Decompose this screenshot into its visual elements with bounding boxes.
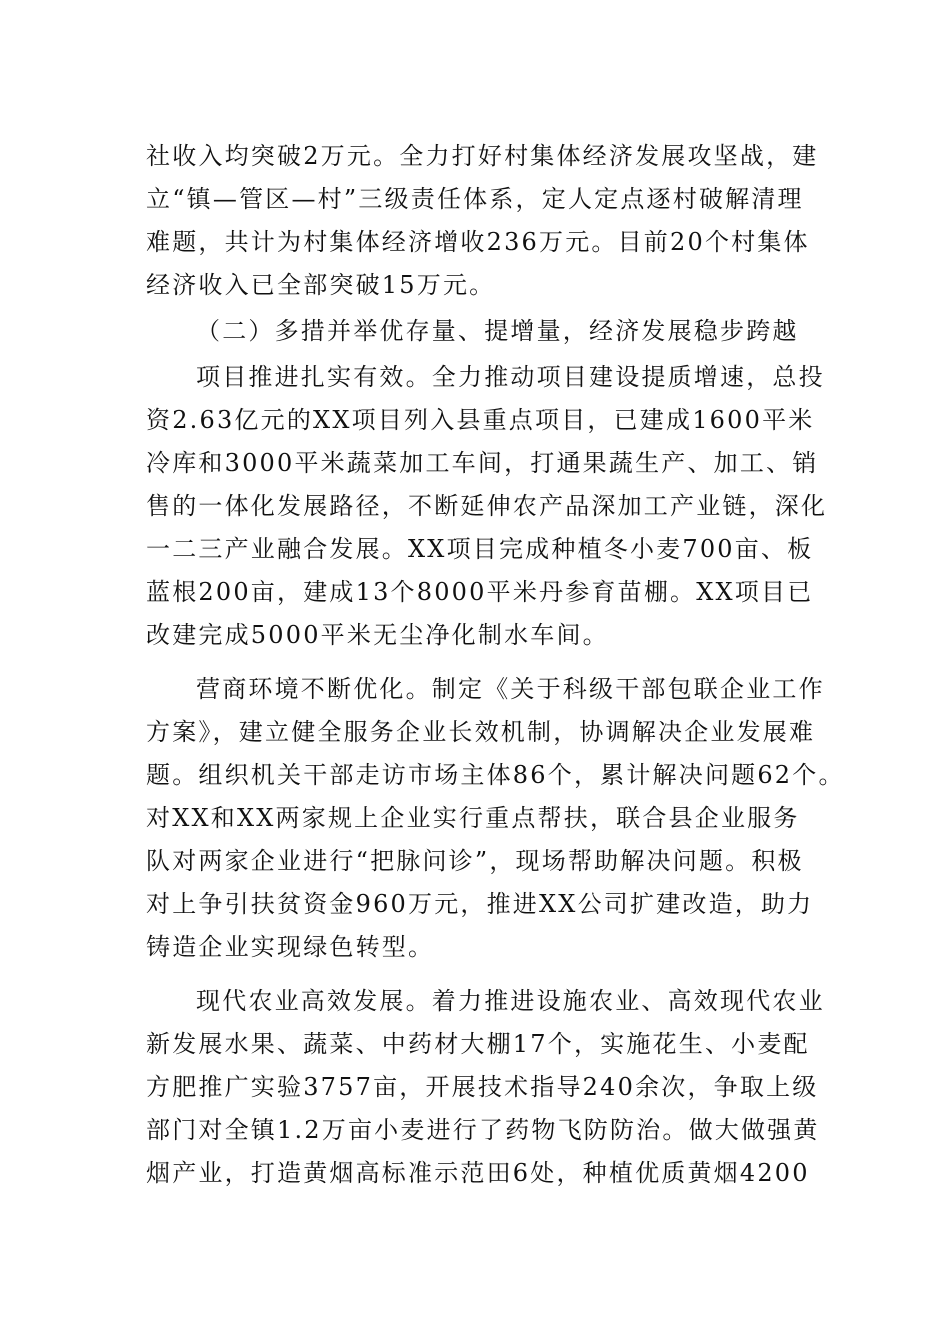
text-line: 项目推进扎实有效。全力推动项目建设提质增速，总投 [196,363,825,391]
text-line: 方肥推广实验3757亩，开展技术指导240余次，争取上级 [146,1073,819,1101]
text-line: 部门对全镇1.2万亩小麦进行了药物飞防防治。做大做强黄 [146,1116,820,1144]
text-line: 立“镇—管区—村”三级责任体系，定人定点逐村破解清理 [146,185,804,213]
text-line: 售的一体化发展路径，不断延伸农产品深加工产业链，深化 [146,492,828,520]
text-line: 冷库和3000平米蔬菜加工车间，打通果蔬生产、加工、销 [146,449,819,477]
text-line: 对XX和XX两家规上企业实行重点帮扶，联合县企业服务 [146,804,800,832]
text-line: 烟产业，打造黄烟高标准示范田6处，种植优质黄烟4200 [146,1159,810,1187]
text-line: 经济收入已全部突破15万元。 [146,271,496,299]
text-line: 方案》，建立健全服务企业长效机制，协调解决企业发展难 [146,718,816,746]
text-line: 蓝根200亩，建成13个8000平米丹参育苗棚。XX项目已 [146,578,814,606]
text-line: 现代农业高效发展。着力推进设施农业、高效现代农业 [196,987,825,1015]
text-line: 铸造企业实现绿色转型。 [146,933,435,961]
text-line: 营商环境不断优化。制定《关于科级干部包联企业工作 [196,675,825,703]
text-line: 难题，共计为村集体经济增收236万元。目前20个村集体 [146,228,810,256]
text-line: 题。组织机关干部走访市场主体86个，累计解决问题62个。 [146,761,845,789]
text-line: 一二三产业融合发展。XX项目完成种植冬小麦700亩、板 [146,535,814,563]
text-line: 队对两家企业进行“把脉问诊”，现场帮助解决问题。积极 [146,847,804,875]
text-line: 改建完成5000平米无尘净化制水车间。 [146,621,609,649]
text-line: 社收入均突破2万元。全力打好村集体经济发展攻坚战，建 [146,142,819,170]
section-heading: （二）多措并举优存量、提增量，经济发展稳步跨越 [196,317,799,345]
text-line: 新发展水果、蔬菜、中药材大棚17个，实施花生、小麦配 [146,1030,810,1058]
text-line: 资2.63亿元的XX项目列入县重点项目，已建成1600平米 [146,406,815,434]
text-line: 对上争引扶贫资金960万元，推进XX公司扩建改造，助力 [146,890,814,918]
